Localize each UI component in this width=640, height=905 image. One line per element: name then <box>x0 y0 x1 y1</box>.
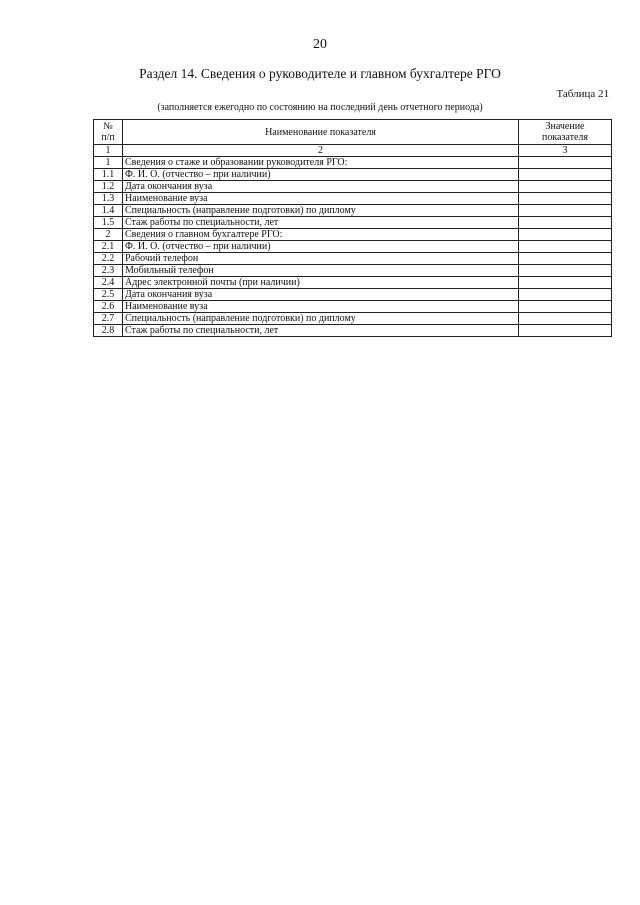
table-body <box>94 157 612 337</box>
table-row <box>94 313 612 325</box>
row-indicator-value[interactable] <box>519 301 612 313</box>
header-number-line2: п/п <box>101 132 115 143</box>
row-number: 1 <box>94 157 123 169</box>
section-title: Раздел 14. Сведения о руководителе и главном бухгалтере РГО <box>139 66 501 81</box>
row-indicator-name: Специальность (направление подготовки) по диплому <box>123 313 519 325</box>
row-indicator-name: Стаж работы по специальности, лет <box>123 217 519 229</box>
row-indicator-value[interactable] <box>519 277 612 289</box>
row-indicator-name: Ф. И. О. (отчество – при наличии) <box>123 169 519 181</box>
row-indicator-value[interactable] <box>519 193 612 205</box>
column-number: 2 <box>123 145 519 157</box>
table-row <box>94 193 612 205</box>
header-value-line2: показателя <box>541 132 589 143</box>
indicators-table <box>93 119 612 337</box>
page-number: 20 <box>313 37 327 52</box>
table-row <box>94 217 612 229</box>
row-number: 1.4 <box>94 205 123 217</box>
table-row <box>94 301 612 313</box>
row-indicator-name: Ф. И. О. (отчество – при наличии) <box>123 241 519 253</box>
column-number: 1 <box>94 145 123 157</box>
row-number: 2.7 <box>94 313 123 325</box>
row-indicator-value[interactable] <box>519 229 612 241</box>
row-indicator-value[interactable] <box>519 157 612 169</box>
row-number: 1.5 <box>94 217 123 229</box>
row-number: 2.6 <box>94 301 123 313</box>
table-note: (заполняется ежегодно по состоянию на последний день отчетного периода) <box>157 102 483 113</box>
row-indicator-name: Адрес электронной почты (при наличии) <box>123 277 519 289</box>
table-row <box>94 181 612 193</box>
table-row <box>94 265 612 277</box>
table-row <box>94 325 612 337</box>
row-indicator-value[interactable] <box>519 169 612 181</box>
header-value-line1: Значение <box>545 121 585 132</box>
header-indicator-value <box>519 120 612 145</box>
row-indicator-name: Сведения о главном бухгалтере РГО: <box>123 229 519 241</box>
table-row <box>94 253 612 265</box>
table-row <box>94 241 612 253</box>
table-row <box>94 277 612 289</box>
row-number: 2.5 <box>94 289 123 301</box>
row-indicator-name: Стаж работы по специальности, лет <box>123 325 519 337</box>
column-number: 3 <box>519 145 612 157</box>
row-indicator-value[interactable] <box>519 289 612 301</box>
row-number: 2.8 <box>94 325 123 337</box>
row-indicator-name: Мобильный телефон <box>123 265 519 277</box>
row-number: 2.3 <box>94 265 123 277</box>
row-indicator-value[interactable] <box>519 217 612 229</box>
row-indicator-value[interactable] <box>519 241 612 253</box>
column-numbers-row <box>94 145 612 157</box>
row-number: 1.3 <box>94 193 123 205</box>
row-number: 2 <box>94 229 123 241</box>
row-indicator-name: Сведения о стаже и образовании руководителя РГО: <box>123 157 519 169</box>
row-number: 2.2 <box>94 253 123 265</box>
row-indicator-value[interactable] <box>519 265 612 277</box>
table-row <box>94 289 612 301</box>
table-header-row <box>94 120 612 145</box>
row-indicator-name: Дата окончания вуза <box>123 289 519 301</box>
row-indicator-value[interactable] <box>519 181 612 193</box>
row-indicator-name: Наименование вуза <box>123 193 519 205</box>
table-row <box>94 205 612 217</box>
row-number: 2.4 <box>94 277 123 289</box>
row-number: 1.1 <box>94 169 123 181</box>
row-indicator-value[interactable] <box>519 325 612 337</box>
table-row <box>94 229 612 241</box>
row-indicator-name: Наименование вуза <box>123 301 519 313</box>
row-indicator-value[interactable] <box>519 205 612 217</box>
row-indicator-value[interactable] <box>519 313 612 325</box>
table-row <box>94 157 612 169</box>
table-row <box>94 169 612 181</box>
row-indicator-value[interactable] <box>519 253 612 265</box>
table-number: Таблица 21 <box>556 88 609 100</box>
row-indicator-name: Дата окончания вуза <box>123 181 519 193</box>
header-number <box>94 120 123 145</box>
row-number: 2.1 <box>94 241 123 253</box>
header-indicator-name: Наименование показателя <box>123 120 519 145</box>
row-indicator-name: Рабочий телефон <box>123 253 519 265</box>
row-indicator-name: Специальность (направление подготовки) по диплому <box>123 205 519 217</box>
row-number: 1.2 <box>94 181 123 193</box>
header-number-line1: № <box>103 121 113 132</box>
